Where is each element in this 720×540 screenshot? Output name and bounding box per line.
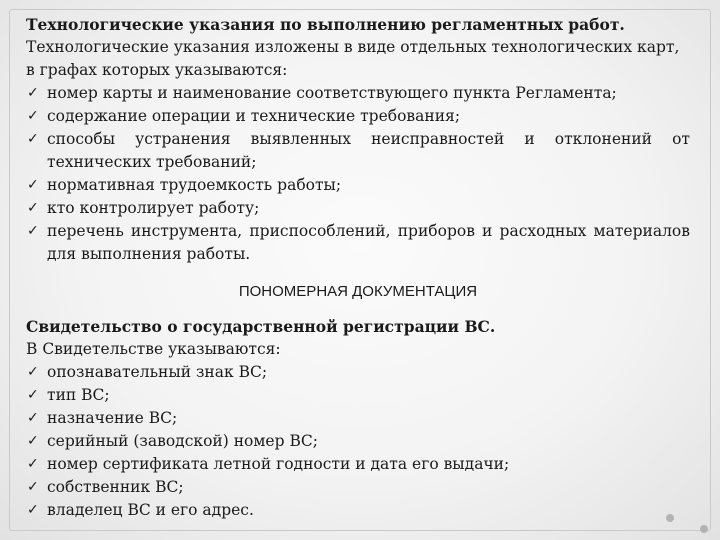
checkmark-icon: ✓ — [27, 200, 39, 216]
list-item — [26, 174, 690, 197]
list-item-text: владелец ВС и его адрес. — [47, 501, 254, 519]
list-item — [26, 105, 690, 128]
section-regulations — [26, 13, 690, 266]
section-intro: Технологические указания изложены в виде отдельных технологических карт, в графах которых указываются: — [26, 38, 680, 79]
checklist — [26, 82, 690, 266]
list-item-text: назначение ВС; — [47, 409, 178, 427]
list-item-text: нормативная трудоемкость работы; — [47, 176, 342, 194]
list-item-text: собственник ВС; — [47, 478, 184, 496]
list-item — [26, 384, 690, 407]
section-intro: В Свидетельстве указываются: — [26, 340, 281, 358]
list-item — [26, 361, 690, 384]
list-item — [26, 453, 690, 476]
decorative-dot — [700, 525, 708, 533]
checkmark-icon: ✓ — [27, 85, 39, 101]
list-item — [26, 476, 690, 499]
list-item — [26, 82, 690, 105]
section-title: Свидетельство о государственной регистрации ВС. — [26, 317, 496, 336]
checkmark-icon: ✓ — [27, 433, 39, 449]
list-item-text: номер карты и наименование соответствующего пункта Регламента; — [47, 84, 617, 102]
checkmark-icon: ✓ — [27, 410, 39, 426]
list-item-text: способы устранения выявленных неисправностей и отклонений от технических требований; — [47, 130, 690, 171]
checklist — [26, 361, 690, 522]
checkmark-icon: ✓ — [27, 502, 39, 518]
checkmark-icon: ✓ — [27, 223, 39, 239]
list-item-text: кто контролирует работу; — [47, 199, 260, 217]
list-item-text: опознавательный знак ВС; — [47, 363, 268, 381]
list-item-text: содержание операции и технические требования; — [47, 107, 461, 125]
list-item — [26, 430, 690, 453]
list-item — [26, 407, 690, 430]
list-item — [26, 197, 690, 220]
list-item — [26, 499, 690, 522]
checkmark-icon: ✓ — [27, 456, 39, 472]
list-item — [26, 128, 690, 174]
section-registration — [26, 315, 690, 522]
list-item-text: тип ВС; — [47, 386, 110, 404]
section-title: Технологические указания по выполнению регламентных работ. — [26, 15, 625, 34]
checkmark-icon: ✓ — [27, 364, 39, 380]
section-heading: ПОНОМЕРНАЯ ДОКУМЕНТАЦИЯ — [238, 283, 478, 300]
checkmark-icon: ✓ — [27, 387, 39, 403]
list-item — [26, 220, 690, 266]
list-item-text: номер сертификата летной годности и дата его выдачи; — [47, 455, 510, 473]
checkmark-icon: ✓ — [27, 479, 39, 495]
checkmark-icon: ✓ — [27, 108, 39, 124]
list-item-text: серийный (заводской) номер ВС; — [47, 432, 318, 450]
checkmark-icon: ✓ — [27, 131, 39, 147]
list-item-text: перечень инструмента, приспособлений, приборов и расходных материалов для выполнения работы. — [47, 222, 690, 263]
slide-content — [26, 13, 690, 522]
checkmark-icon: ✓ — [27, 177, 39, 193]
